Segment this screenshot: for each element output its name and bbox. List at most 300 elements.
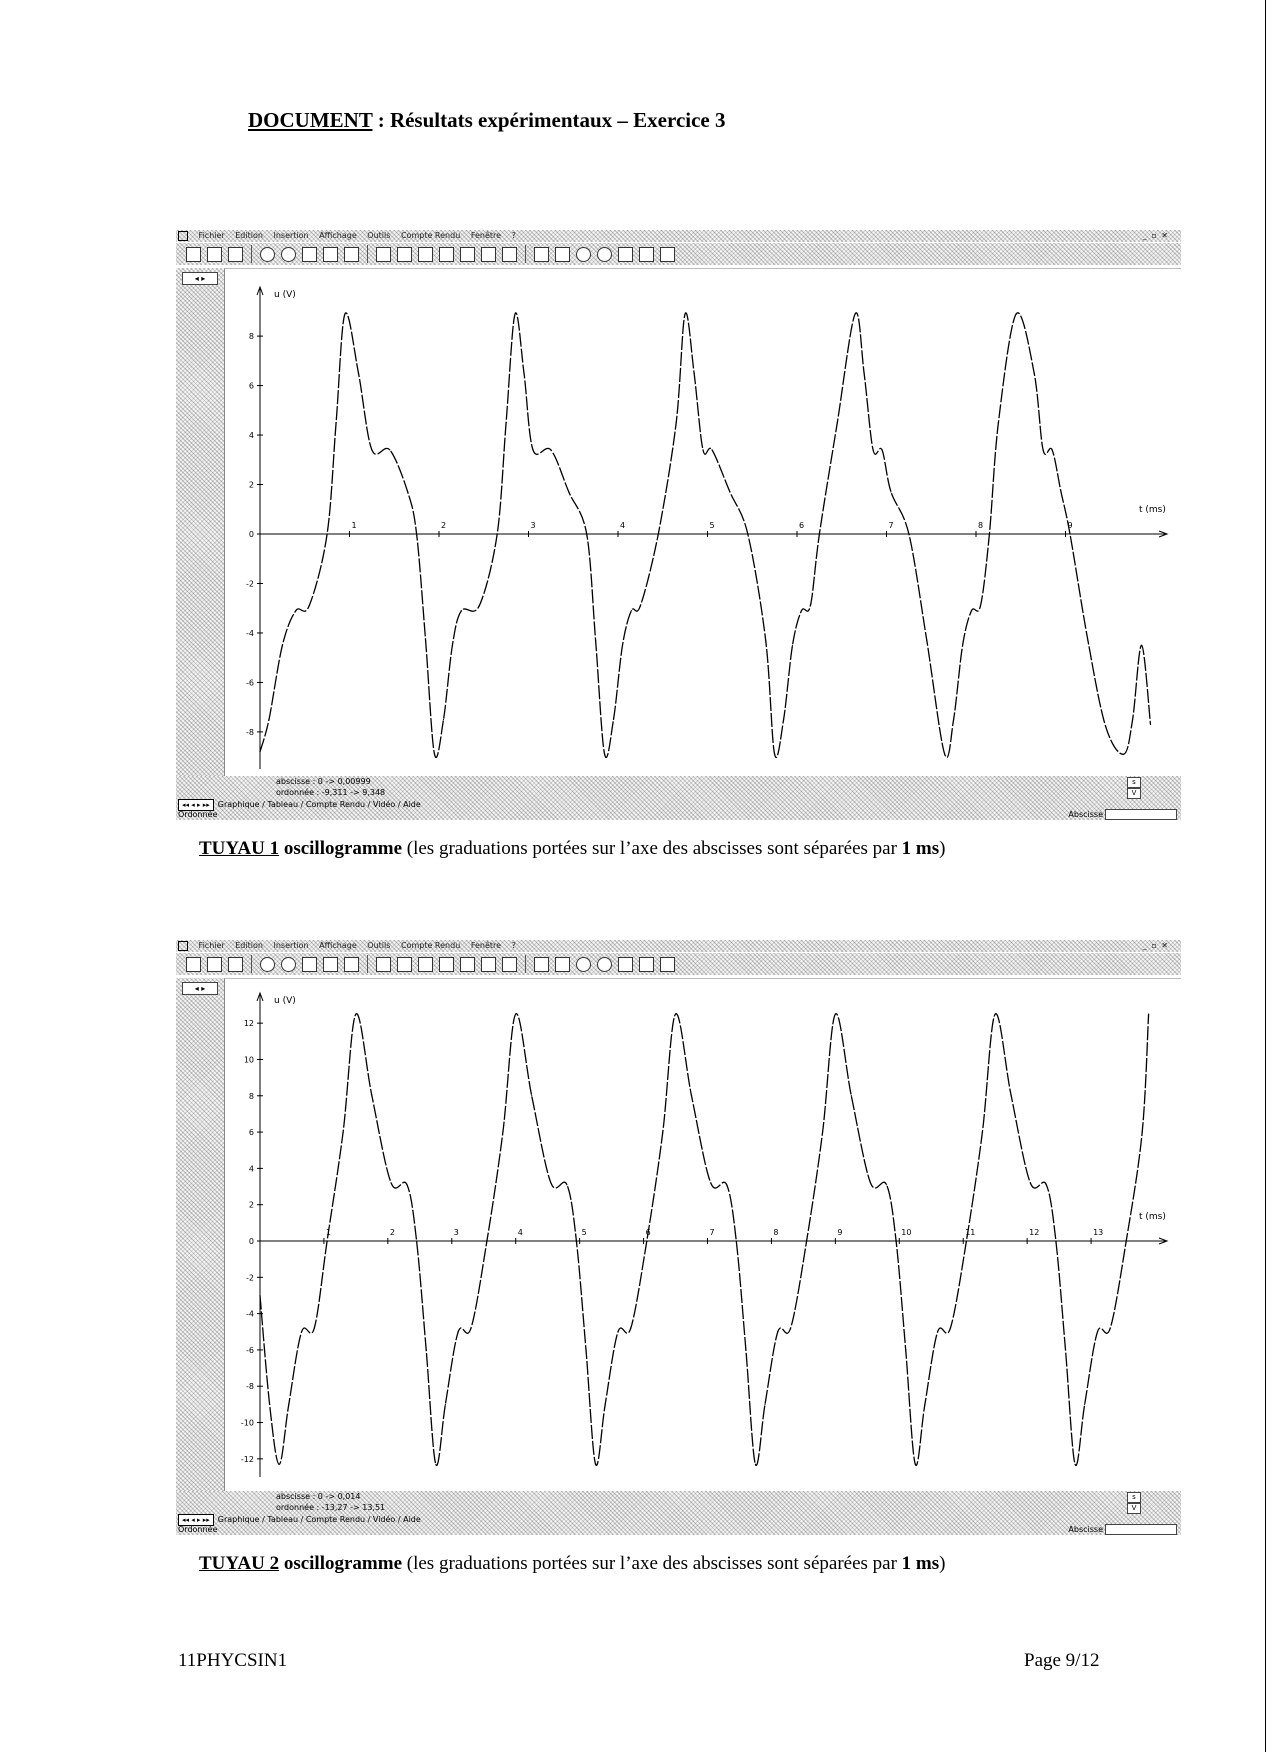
data-point <box>953 719 954 720</box>
data-point <box>729 491 730 492</box>
data-point <box>595 640 596 641</box>
curve-icon[interactable] <box>439 247 454 262</box>
data-point <box>1016 313 1017 314</box>
page-spinner[interactable]: ◂ ▸ <box>182 982 218 995</box>
oscilloscope-window-tuyau-2 <box>176 940 1181 1535</box>
data-point <box>514 313 515 314</box>
save-icon[interactable] <box>228 957 243 972</box>
ordonnee-selector-label: Ordonnée <box>178 810 218 819</box>
status-ordonnee: ordonnée : -13,27 -> 13,51 <box>276 1503 386 1512</box>
x-tick-label: 2 <box>441 521 447 530</box>
tab-nav-arrows[interactable]: ◂◂ ◂ ▸ ▸▸ <box>178 799 214 811</box>
y-tick-label: 6 <box>248 1128 254 1138</box>
x-tick-label: 6 <box>799 521 805 530</box>
data-point <box>774 754 775 755</box>
data-point <box>566 1184 567 1185</box>
data-point <box>268 719 269 720</box>
caption-tuyau-2 <box>199 1553 945 1575</box>
graph-icon[interactable] <box>397 957 412 972</box>
new-file-icon[interactable] <box>186 957 201 972</box>
data-point <box>950 1328 951 1329</box>
y-tick-label: 12 <box>243 1019 254 1029</box>
menu-bar <box>176 230 1181 242</box>
data-point <box>425 640 426 641</box>
data-point <box>1065 1349 1066 1350</box>
data-point <box>982 1131 983 1132</box>
data-point <box>631 610 632 611</box>
data-point <box>806 1240 807 1241</box>
crosshair-icon[interactable] <box>418 247 433 262</box>
data-point <box>452 645 453 646</box>
x-tick-label: 3 <box>453 1228 459 1237</box>
open-icon[interactable] <box>207 957 222 972</box>
ordonnee-unit-box[interactable]: V <box>1127 1503 1141 1514</box>
data-point <box>693 373 694 374</box>
data-point <box>1150 724 1151 725</box>
y-tick-label: 2 <box>248 480 254 490</box>
abscisse-unit-box[interactable]: s <box>1127 1492 1141 1503</box>
oscillogram-chart-2 <box>225 979 1182 1492</box>
status-abscisse: abscisse : 0 -> 0,00999 <box>276 777 371 786</box>
data-point <box>822 1131 823 1132</box>
y-tick-label: -8 <box>246 727 254 737</box>
data-point <box>1142 1131 1143 1132</box>
menu-item-help[interactable]: ? <box>511 231 516 240</box>
caption-end: ) <box>939 1553 946 1574</box>
data-point <box>502 1131 503 1132</box>
data-point <box>747 533 748 534</box>
x-tick-label: 7 <box>888 521 894 530</box>
data-point <box>765 640 766 641</box>
data-point <box>550 449 551 450</box>
data-point <box>675 1013 676 1014</box>
caption-strong: oscillogramme <box>279 1553 403 1574</box>
menu-item-fenetre[interactable]: Fenêtre <box>470 231 502 240</box>
x-tick-label: 7 <box>709 1228 715 1237</box>
plot-area <box>224 978 1181 1491</box>
data-point <box>851 1095 852 1096</box>
menu-item-compte-rendu[interactable]: Compte Rendu <box>400 941 461 950</box>
y-axis-label: u (V) <box>274 290 296 300</box>
data-point <box>966 1240 967 1241</box>
table-icon[interactable] <box>376 247 391 262</box>
data-point <box>792 645 793 646</box>
data-point <box>1132 719 1133 720</box>
data-point <box>259 1295 260 1296</box>
data-point <box>613 719 614 720</box>
cursor-icon[interactable] <box>302 957 317 972</box>
status-ordonnee: ordonnée : -9,311 -> 9,348 <box>276 788 386 797</box>
toolbar-separator <box>251 245 252 263</box>
waveform-series <box>260 313 1151 758</box>
menu-item-edition[interactable]: Edition <box>235 941 263 950</box>
data-point <box>895 1240 896 1241</box>
save-icon[interactable] <box>228 247 243 262</box>
measure-icon[interactable] <box>344 957 359 972</box>
x-tick-label: 6 <box>645 1228 651 1237</box>
data-point <box>506 422 507 423</box>
data-point <box>389 449 390 450</box>
window-1-icon[interactable] <box>460 247 475 262</box>
document-title <box>248 108 726 133</box>
data-point <box>497 533 498 534</box>
data-point <box>1141 645 1142 646</box>
x-tick-label: 4 <box>620 521 626 530</box>
open-icon[interactable] <box>207 247 222 262</box>
y-tick-label: 0 <box>248 1237 254 1246</box>
data-point <box>301 1331 302 1332</box>
data-point <box>646 1240 647 1241</box>
data-point <box>416 533 417 534</box>
data-point <box>407 491 408 492</box>
data-point <box>470 1328 471 1329</box>
data-point <box>658 533 659 534</box>
data-point <box>971 610 972 611</box>
x-tick-label: 2 <box>389 1228 395 1237</box>
data-point <box>1074 1464 1075 1465</box>
x-tick-label: 13 <box>1093 1228 1104 1237</box>
data-point <box>282 645 283 646</box>
status-bar <box>176 776 1181 820</box>
y-tick-label: -6 <box>246 1345 254 1355</box>
data-point <box>443 719 444 720</box>
degree-icon[interactable] <box>618 247 633 262</box>
window-2-icon[interactable] <box>481 957 496 972</box>
data-point <box>855 313 856 314</box>
data-point <box>915 1464 916 1465</box>
data-point <box>691 1095 692 1096</box>
data-point <box>710 1182 711 1183</box>
acquisition-icon[interactable] <box>260 247 275 262</box>
help-icon[interactable] <box>555 247 570 262</box>
data-point <box>458 1331 459 1332</box>
data-point <box>989 533 990 534</box>
tab-labels[interactable]: Graphique / Tableau / Compte Rendu / Vidéo / Aide <box>217 1515 421 1524</box>
data-point <box>515 1013 516 1014</box>
data-point <box>486 1240 487 1241</box>
data-point <box>1011 1095 1012 1096</box>
footer-exam-code: 11PHYCSIN1 <box>178 1650 288 1671</box>
x-tick-label: 8 <box>773 1228 779 1237</box>
x-tick-label: 9 <box>837 1228 843 1237</box>
window-controls[interactable]: _ ▫ ✕ <box>1142 231 1169 240</box>
data-point <box>676 422 677 423</box>
menu-item-affichage[interactable]: Affichage <box>319 941 357 950</box>
data-point <box>335 422 336 423</box>
y-tick-label: 4 <box>248 431 254 441</box>
x-tick-label: 11 <box>965 1228 976 1237</box>
data-point <box>435 1464 436 1465</box>
data-point <box>531 1095 532 1096</box>
data-point <box>755 1464 756 1465</box>
sensor-icon[interactable] <box>281 957 296 972</box>
data-point <box>576 1240 577 1241</box>
zoom-icon[interactable] <box>323 247 338 262</box>
help-icon[interactable] <box>555 957 570 972</box>
toolbar <box>176 953 1181 975</box>
abscisse-select[interactable] <box>1105 809 1177 820</box>
data-point <box>1105 726 1106 727</box>
y-tick-label: -12 <box>240 1454 254 1464</box>
acquisition-icon[interactable] <box>260 957 275 972</box>
ordonnee-unit-box[interactable]: V <box>1127 788 1141 799</box>
data-point <box>314 1328 315 1329</box>
data-point <box>662 1131 663 1132</box>
data-point <box>416 1240 417 1241</box>
data-point <box>1051 449 1052 450</box>
data-point <box>886 1184 887 1185</box>
left-panel <box>176 268 224 776</box>
data-point <box>617 1331 618 1332</box>
pen-icon[interactable] <box>660 247 675 262</box>
document-title-prefix: DOCUMENT <box>248 108 373 132</box>
toolbar-separator <box>367 955 368 973</box>
menu-item-affichage[interactable]: Affichage <box>319 231 357 240</box>
y-tick-label: 2 <box>248 1200 254 1210</box>
menu-item-insertion[interactable]: Insertion <box>273 231 309 240</box>
measure-icon[interactable] <box>344 247 359 262</box>
y-tick-label: -10 <box>240 1418 254 1428</box>
menu-item-fichier[interactable]: Fichier <box>198 941 225 950</box>
menu-item-edition[interactable]: Edition <box>235 231 263 240</box>
y-tick-label: -2 <box>246 1273 254 1283</box>
x-tick-label: 1 <box>325 1228 332 1237</box>
window-3-icon[interactable] <box>502 247 517 262</box>
data-point <box>937 1331 938 1332</box>
data-point <box>358 373 359 374</box>
status-bar <box>176 1491 1181 1535</box>
caption-unit: 1 ms <box>901 1553 940 1574</box>
data-point <box>819 533 820 534</box>
pointer-icon[interactable] <box>534 247 549 262</box>
caption-text: (les graduations portées sur l’axe des abscisses sont séparées par <box>402 1553 902 1574</box>
undo-icon[interactable] <box>576 247 591 262</box>
data-point <box>259 751 260 752</box>
y-tick-label: 4 <box>248 1164 254 1174</box>
y-axis-label: u (V) <box>274 996 296 1006</box>
data-point <box>810 605 811 606</box>
y-tick-label: -4 <box>246 628 254 638</box>
app-icon <box>178 231 188 241</box>
table-icon[interactable] <box>376 957 391 972</box>
plot-area <box>224 268 1181 776</box>
data-point <box>726 1184 727 1185</box>
data-point <box>777 1331 778 1332</box>
window-controls[interactable]: _ ▫ ✕ <box>1142 941 1169 950</box>
data-point <box>1123 754 1124 755</box>
data-point <box>1097 1331 1098 1332</box>
y-tick-label: 6 <box>248 381 254 391</box>
data-point <box>890 491 891 492</box>
data-point <box>1148 1013 1149 1014</box>
window-3-icon[interactable] <box>502 957 517 972</box>
menu-item-fenetre[interactable]: Fenêtre <box>470 941 502 950</box>
ordonnee-selector-label: Ordonnée <box>178 1525 218 1534</box>
x-tick-label: 5 <box>581 1228 587 1237</box>
window-1-icon[interactable] <box>460 957 475 972</box>
document-title-rest: : Résultats expérimentaux – Exercice 3 <box>372 108 726 132</box>
footer-page-number: Page 9/12 <box>1024 1650 1100 1671</box>
tab-labels[interactable]: Graphique / Tableau / Compte Rendu / Vidéo / Aide <box>217 800 421 809</box>
abscisse-selector-label: Abscisse <box>1068 1525 1103 1534</box>
data-point <box>1043 449 1044 450</box>
page-spinner[interactable]: ◂ ▸ <box>182 272 218 285</box>
caption-tuyau-1 <box>199 838 945 860</box>
caption-end: ) <box>939 838 946 859</box>
radian-icon[interactable] <box>639 247 654 262</box>
data-point <box>523 373 524 374</box>
y-tick-label: -2 <box>246 579 254 589</box>
x-axis-label: t (ms) <box>1139 1212 1166 1222</box>
data-point <box>344 313 345 314</box>
y-tick-label: 0 <box>248 530 254 539</box>
data-point <box>1055 1240 1056 1241</box>
data-point <box>1046 1184 1047 1185</box>
crosshair-icon[interactable] <box>418 957 433 972</box>
data-point <box>1034 373 1035 374</box>
data-point <box>783 719 784 720</box>
toolbar-separator <box>525 955 526 973</box>
oscillogram-chart-1 <box>225 269 1182 777</box>
data-point <box>801 610 802 611</box>
menu-item-insertion[interactable]: Insertion <box>273 941 309 950</box>
menu-item-help[interactable]: ? <box>511 941 516 950</box>
y-tick-label: -4 <box>246 1309 254 1319</box>
data-point <box>736 1240 737 1241</box>
data-point <box>479 605 480 606</box>
menu-item-outils[interactable]: Outils <box>367 231 391 240</box>
x-tick-label: 4 <box>517 1228 523 1237</box>
x-tick-label: 8 <box>978 521 984 530</box>
x-tick-label: 5 <box>709 521 715 530</box>
data-point <box>790 1328 791 1329</box>
waveform-series <box>260 1014 1149 1466</box>
degree-icon[interactable] <box>618 957 633 972</box>
data-point <box>702 449 703 450</box>
redo-icon[interactable] <box>597 957 612 972</box>
caption-strong: oscillogramme <box>279 838 403 859</box>
data-point <box>980 605 981 606</box>
zoom-icon[interactable] <box>323 957 338 972</box>
toolbar-separator <box>525 245 526 263</box>
data-point <box>279 1464 280 1465</box>
sensor-icon[interactable] <box>281 247 296 262</box>
data-point <box>288 1404 289 1405</box>
data-point <box>764 1404 765 1405</box>
data-point <box>1060 491 1061 492</box>
x-tick-label: 9 <box>1067 521 1073 530</box>
data-point <box>390 1182 391 1183</box>
data-point <box>881 449 882 450</box>
pen-icon[interactable] <box>660 957 675 972</box>
caption-text: (les graduations portées sur l’axe des abscisses sont séparées par <box>402 838 902 859</box>
caption-label: TUYAU 1 <box>199 838 280 859</box>
data-point <box>1030 1182 1031 1183</box>
abscisse-selector-label: Abscisse <box>1068 810 1103 819</box>
data-point <box>309 605 310 606</box>
data-point <box>962 645 963 646</box>
x-axis-label: t (ms) <box>1139 505 1166 515</box>
data-point <box>1087 640 1088 641</box>
redo-icon[interactable] <box>597 247 612 262</box>
y-tick-label: 8 <box>248 332 254 342</box>
data-point <box>998 422 999 423</box>
new-file-icon[interactable] <box>186 247 201 262</box>
y-tick-label: 10 <box>243 1055 254 1065</box>
data-point <box>604 754 605 755</box>
cursor-icon[interactable] <box>302 247 317 262</box>
data-point <box>295 610 296 611</box>
caption-unit: 1 ms <box>901 838 940 859</box>
abscisse-select[interactable] <box>1105 1524 1177 1535</box>
data-point <box>605 1404 606 1405</box>
undo-icon[interactable] <box>576 957 591 972</box>
data-point <box>1069 533 1070 534</box>
data-point <box>711 449 712 450</box>
data-point <box>355 1013 356 1014</box>
x-tick-label: 3 <box>530 521 536 530</box>
data-point <box>835 1013 836 1014</box>
tab-nav-arrows[interactable]: ◂◂ ◂ ▸ ▸▸ <box>178 1514 214 1526</box>
radian-icon[interactable] <box>639 957 654 972</box>
pointer-icon[interactable] <box>534 957 549 972</box>
data-point <box>1084 1404 1085 1405</box>
data-point <box>870 1182 871 1183</box>
data-point <box>622 645 623 646</box>
data-point <box>550 1182 551 1183</box>
data-point <box>586 533 587 534</box>
oscilloscope-window-tuyau-1 <box>176 230 1181 820</box>
data-point <box>685 313 686 314</box>
data-point <box>595 1464 596 1465</box>
graph-icon[interactable] <box>397 247 412 262</box>
x-tick-label: 1 <box>351 521 357 530</box>
menu-item-fichier[interactable]: Fichier <box>198 231 225 240</box>
data-point <box>908 533 909 534</box>
caption-label: TUYAU 2 <box>199 1553 280 1574</box>
y-tick-label: -6 <box>246 678 254 688</box>
data-point <box>434 754 435 755</box>
data-point <box>995 1013 996 1014</box>
data-point <box>1126 1240 1127 1241</box>
data-point <box>371 1095 372 1096</box>
left-panel <box>176 978 224 1491</box>
toolbar-separator <box>251 955 252 973</box>
data-point <box>426 1349 427 1350</box>
menu-bar <box>176 940 1181 952</box>
data-point <box>837 422 838 423</box>
data-point <box>1110 1328 1111 1329</box>
data-point <box>872 449 873 450</box>
data-point <box>926 640 927 641</box>
data-point <box>532 449 533 450</box>
x-tick-label: 12 <box>1029 1228 1040 1237</box>
menu-item-outils[interactable]: Outils <box>367 941 391 950</box>
abscisse-unit-box[interactable]: s <box>1127 777 1141 788</box>
y-tick-label: -8 <box>246 1382 254 1392</box>
window-2-icon[interactable] <box>481 247 496 262</box>
data-point <box>944 754 945 755</box>
data-point <box>864 373 865 374</box>
curve-icon[interactable] <box>439 957 454 972</box>
data-point <box>461 610 462 611</box>
x-tick-label: 10 <box>901 1228 912 1237</box>
data-point <box>327 1240 328 1241</box>
data-point <box>371 449 372 450</box>
data-point <box>745 1349 746 1350</box>
menu-item-compte-rendu[interactable]: Compte Rendu <box>400 231 461 240</box>
data-point <box>269 1404 270 1405</box>
